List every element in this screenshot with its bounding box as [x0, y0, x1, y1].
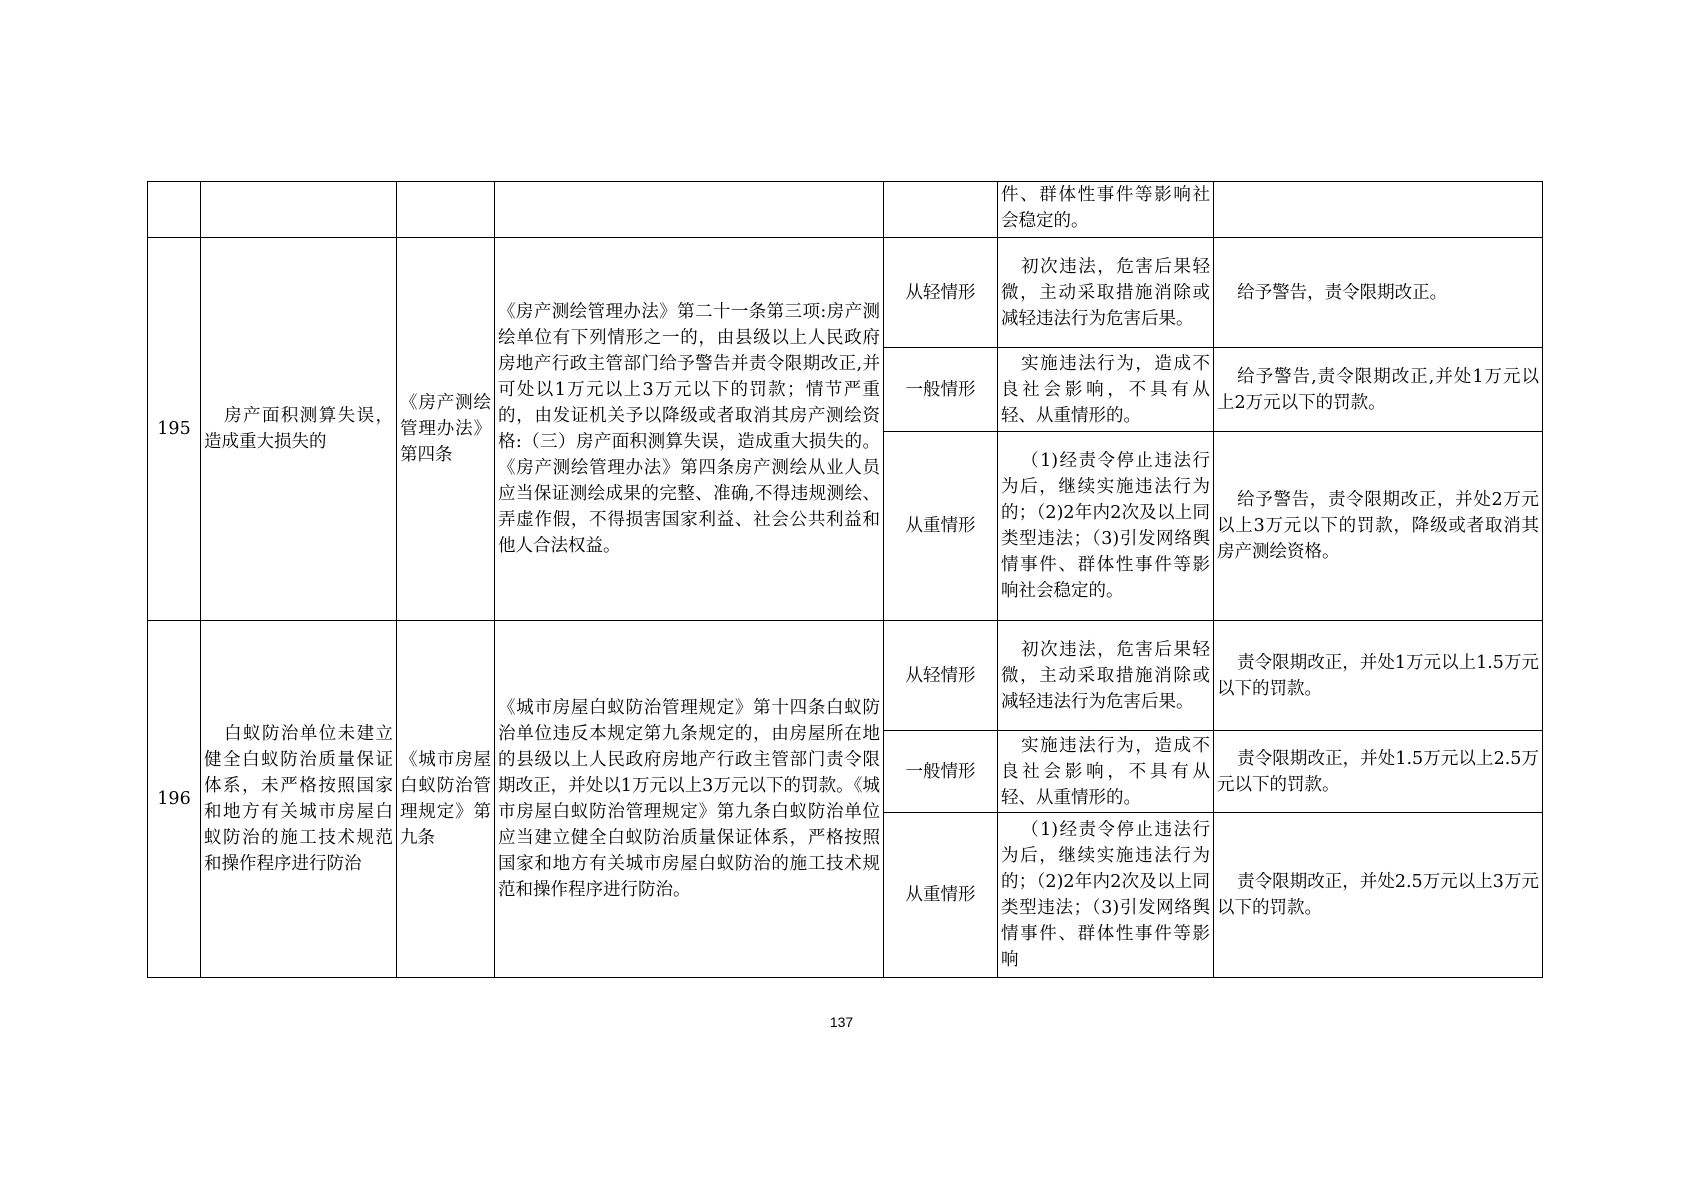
- penalty-standard-cell: 给予警告，责令限期改正，并处2万元以上3万元以下的罚款，降级或者取消其房产测绘资格。: [1214, 432, 1543, 621]
- penalty-provision-cell: 《房产测绘管理办法》第二十一条第三项:房产测绘单位有下列情形之一的，由县级以上人民政府房地产行政主管部门给予警告并责令限期改正,并可处以1万元以上3万元以下的罚款；情节严重的，由发证机关予以降级或者取消其房产测绘资格:（三）房产面积测算失误，造成重大损失的。《房产测绘管理办法》第四条房产测绘从业人员应当保证测绘成果的完整、准确,不得违规测绘、弄虚作假，不得损害国家利益、社会公共利益和他人合法权益。: [495, 238, 884, 621]
- severity-level-cell: 从重情形: [884, 432, 998, 621]
- severity-level-cell: 从轻情形: [884, 238, 998, 348]
- item-number-cell: 195: [148, 238, 201, 621]
- severity-level-cell: 一般情形: [884, 731, 998, 813]
- penalty-standard-cell: 责令限期改正，并处1.5万元以上2.5万元以下的罚款。: [1214, 731, 1543, 813]
- table-row: [148, 238, 1543, 348]
- circumstance-cell: （1)经责令停止违法行为后，继续实施违法行为的；（2)2年内2次及以上同类型违法；（3)引发网络舆情事件、群体性事件等影响: [998, 813, 1214, 978]
- penalty-discretion-table: [147, 181, 1543, 978]
- circumstance-cell: 实施违法行为，造成不良社会影响，不具有从轻、从重情形的。: [998, 348, 1214, 432]
- severity-level-cell: [884, 182, 998, 238]
- penalty-standard-cell: 给予警告,责令限期改正,并处1万元以上2万元以下的罚款。: [1214, 348, 1543, 432]
- penalty-provision-cell: 《城市房屋白蚁防治管理规定》第十四条白蚁防治单位违反本规定第九条规定的，由房屋所在地的县级以上人民政府房地产行政主管部门责令限期改正，并处以1万元以上3万元以下的罚款。《城市房屋白蚁防治管理规定》第九条白蚁防治单位应当建立健全白蚁防治质量保证体系，严格按照国家和地方有关城市房屋白蚁防治的施工技术规范和操作程序进行防治。: [495, 621, 884, 978]
- penalty-standard-cell: 责令限期改正，并处1万元以上1.5万元以下的罚款。: [1214, 621, 1543, 731]
- table-row: [148, 182, 1543, 238]
- severity-level-cell: 从轻情形: [884, 621, 998, 731]
- severity-level-cell: 一般情形: [884, 348, 998, 432]
- penalty-standard-cell: 给予警告，责令限期改正。: [1214, 238, 1543, 348]
- page-number: 137: [829, 1014, 854, 1030]
- legal-basis-cell: 《城市房屋白蚁防治管理规定》第九条: [397, 621, 495, 978]
- violation-situation-cell: 房产面积测算失误，造成重大损失的: [201, 238, 397, 621]
- penalty-provision-cell: [495, 182, 884, 238]
- circumstance-cell: （1)经责令停止违法行为后，继续实施违法行为的；（2)2年内2次及以上同类型违法；（3)引发网络舆情事件、群体性事件等影响社会稳定的。: [998, 432, 1214, 621]
- circumstance-cell: 初次违法，危害后果轻微，主动采取措施消除或减轻违法行为危害后果。: [998, 621, 1214, 731]
- severity-level-cell: 从重情形: [884, 813, 998, 978]
- violation-situation-cell: [201, 182, 397, 238]
- legal-basis-cell: 《房产测绘管理办法》第四条: [397, 238, 495, 621]
- item-number-cell: 196: [148, 621, 201, 978]
- penalty-standard-cell: 责令限期改正，并处2.5万元以上3万元以下的罚款。: [1214, 813, 1543, 978]
- penalty-standard-cell: [1214, 182, 1543, 238]
- violation-situation-cell: 白蚁防治单位未建立健全白蚁防治质量保证体系，未严格按照国家和地方有关城市房屋白蚁防治的施工技术规范和操作程序进行防治: [201, 621, 397, 978]
- circumstance-cell: 件、群体性事件等影响社会稳定的。: [998, 182, 1214, 238]
- circumstance-cell: 实施违法行为，造成不良社会影响，不具有从轻、从重情形的。: [998, 731, 1214, 813]
- item-number-cell: [148, 182, 201, 238]
- circumstance-cell: 初次违法，危害后果轻微，主动采取措施消除或减轻违法行为危害后果。: [998, 238, 1214, 348]
- legal-basis-cell: [397, 182, 495, 238]
- table-row: [148, 621, 1543, 731]
